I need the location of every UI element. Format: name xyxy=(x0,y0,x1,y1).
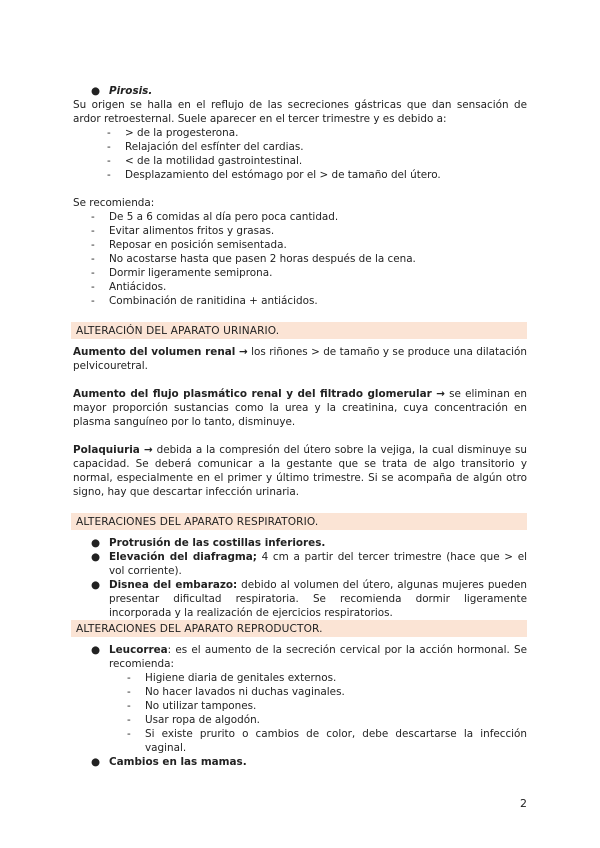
list-item: - Si existe prurito o cambios de color, debe descartarse la infección vaginal. xyxy=(127,728,527,754)
list-item: - De 5 a 6 comidas al día pero poca cantidad. xyxy=(91,211,339,223)
list-item: - < de la motilidad gastrointestinal. xyxy=(107,155,303,167)
list-item: ● Disnea del embarazo: debido al volumen del útero, algunas mujeres pueden presentar dificultad respiratoria. Se recomienda dormir ligeramente incorporada y la realización de ejercicios respiratorios. xyxy=(91,579,527,619)
list-item: - No hacer lavados ni duchas vaginales. xyxy=(127,686,345,698)
urinario-paragraph-3: Polaquiuria → debida a la compresión del útero sobre la vejiga, la cual disminuye su capacidad. Se deberá comunicar a la gestante que se trata de algo transitorio y normal, especialmente en el primer y último trimestre. Si se acompaña de algún otro signo, hay que descartar infección urinaria. xyxy=(73,444,527,498)
urinario-paragraph-2: Aumento del flujo plasmático renal y del filtrado glomerular → se eliminan en mayor proporción sustancias como la urea y la creatinina, cuya concentración en plasma sanguíneo por lo tanto, disminuye. xyxy=(73,388,528,428)
urinario-paragraph-1: Aumento del volumen renal → los riñones > de tamaño y se produce una dilatación pelvicouretral. xyxy=(73,346,527,372)
list-item: - No acostarse hasta que pasen 2 horas después de la cena. xyxy=(91,253,416,265)
bullet-icon: ● xyxy=(91,85,101,97)
list-item: - Relajación del esfínter del cardias. xyxy=(107,141,304,153)
pirosis-text: Su origen se halla en el reflujo de las secreciones gástricas que dan sensación de ardor retroesternal. Suele aparecer en el tercer trimestre y es debido a: xyxy=(73,99,527,125)
pirosis-bullet-list xyxy=(73,84,527,98)
list-item: - Reposar en posición semisentada. xyxy=(91,239,287,251)
list-item: ● Cambios en las mamas. xyxy=(91,756,247,768)
list-item: - No utilizar tampones. xyxy=(127,700,257,712)
recommend-intro: Se recomienda: xyxy=(73,197,155,209)
list-item: - Higiene diaria de genitales externos. xyxy=(127,672,337,684)
bullet-icon: ● xyxy=(91,551,101,563)
bullet-icon: ● xyxy=(91,579,101,591)
list-item: - Antiácidos. xyxy=(91,281,167,293)
pirosis-title: Pirosis. xyxy=(109,85,153,97)
list-item: ● Elevación del diafragma; 4 cm a partir del tercer trimestre (hace que > el vol corriente). xyxy=(91,551,527,577)
pirosis-recommendations-list xyxy=(73,210,527,308)
leucorrea-recommendations-list xyxy=(109,671,527,755)
pirosis-causes-list xyxy=(73,126,527,182)
bullet-icon: ● xyxy=(91,756,101,768)
bullet-icon: ● xyxy=(91,644,101,656)
list-item: - Dormir ligeramente semiprona. xyxy=(91,267,273,279)
page-number: 2 xyxy=(520,797,527,810)
pirosis-bullet xyxy=(73,84,527,98)
list-item: ● Protrusión de las costillas inferiores. xyxy=(91,537,326,549)
list-item: - Desplazamiento del estómago por el > de tamaño del útero. xyxy=(107,169,441,181)
reproductor-list xyxy=(73,643,527,769)
section-heading-respiratorio: ALTERACIONES DEL APARATO RESPIRATORIO. xyxy=(71,513,527,530)
section-heading-urinario: ALTERACIÓN DEL APARATO URINARIO. xyxy=(71,322,527,339)
list-item: - Combinación de ranitidina + antiácidos. xyxy=(91,295,318,307)
list-item: - Evitar alimentos fritos y grasas. xyxy=(91,225,275,237)
document-page xyxy=(73,84,527,769)
list-item: - > de la progesterona. xyxy=(107,127,239,139)
bullet-icon: ● xyxy=(91,537,101,549)
list-item: - Usar ropa de algodón. xyxy=(127,714,260,726)
list-item: ● Leucorrea: es el aumento de la secreción cervical por la acción hormonal. Se recomienda: - Higiene diaria de genitales externos. - No hacer lavados ni duchas vaginales. - No utilizar tampones. - Usar ropa de algodón. - Si existe prurito o cambios de color, debe descartarse la infección vaginal. xyxy=(91,644,527,754)
section-heading-reproductor: ALTERACIONES DEL APARATO REPRODUCTOR. xyxy=(71,620,527,637)
respiratorio-list xyxy=(73,536,527,620)
